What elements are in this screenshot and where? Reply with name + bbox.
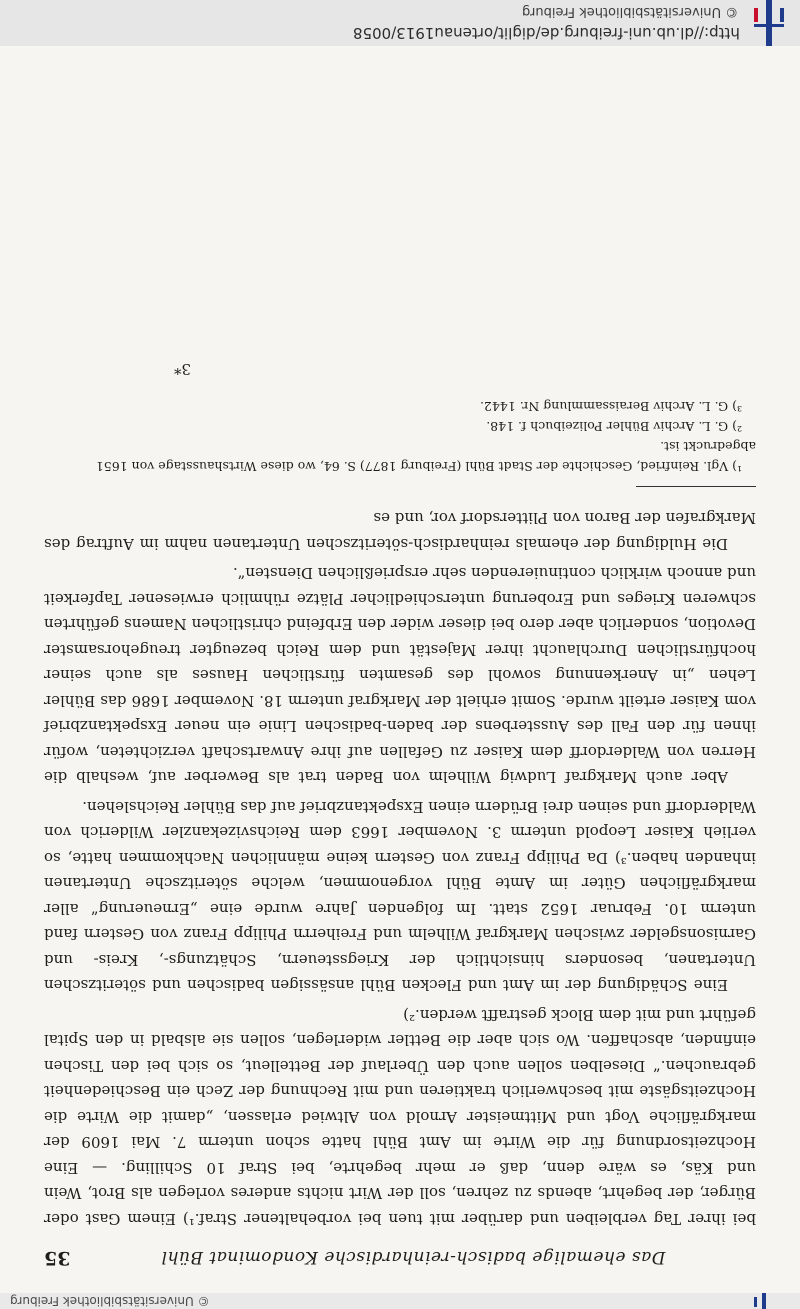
library-footer-strip (0, 1293, 800, 1309)
paragraph: Aber auch Markgraf Ludwig Wilhelm von Baden trat als Bewerber auf, weshalb die Herren von Walderdorff dem Kaiser zu Gefallen auf ihre Anwartschaft verzichteten, wofür ihnen für den Fall des Aussterbens der baden-badischen Linie ein neuer Exspektanzbrief vom Kaiser erteilt wurde. Somit erhielt der Markgraf unterm 18. November 1686 das Bühler Lehen „in Anerkennung sowohl des gesamten fürstlichen Hauses als auch seiner hochfürstlichen Durchlaucht ihrer Majestät und dem Reich bezeugter treugehorsamster Devotion, sonderlich aber dero bei dieser wider den Erbfeind christlichen Namens geführten schweren Krieges und Eroberung unterschiedlicher Plätze rühmlich erwiesener Tapferkeit und annoch wirklich continuierenden sehr ersprießlichen Diensten“. (44, 564, 756, 787)
copyright-notice-bottom: © Universitätsbibliothek Freiburg (10, 1294, 210, 1308)
copyright-notice-top: © Universitätsbibliothek Freiburg (521, 4, 738, 19)
paragraph: bei ihrer Tag verbleiben und darüber mit tuen bei vorbehaltener Straf.¹) Einem Gast oder Bürger, der begehrt, abends zu zehren, soll der Wirt nichts anderes vorlegen als Brot, Wein und Käs, es wäre denn, daß er mehr begehrte, bei Straf 10 Schilling. — Eine Hochzeitsordnung für die Wirte im Amt Bühl hatte schon unterm 7. Mai 1609 der markgräfliche Vogt und Mittmeister Arnold von Altwied erlassen, „damit die Wirte die Hochzeitsgäste mit beschwerlich traktieren und mit Rechnung der Zech ein Beschiedenheit gebrauchen.“ Dieselben sollen auch den Überlauf der Bettelleut, so sich bei den Tischen einfinden, abschaffen. Wo sich aber die Bettler widerlegen, sollen sie alsbald in den Spital geführt und mit dem Block gestrafft werden.²) (44, 1006, 756, 1228)
running-header (44, 1247, 756, 1269)
running-title: Das ehemalige badisch-reinhardische Kondominat Bühl (161, 1247, 666, 1267)
page-content-rotated (0, 46, 800, 1293)
footnote: ²) G. L. Archiv Bühler Polizeibuch f. 148. (486, 419, 742, 434)
library-header-strip (0, 0, 800, 46)
library-logo-icon (746, 0, 792, 46)
footnote: ¹) Vgl. Reinfried, Geschichte der Stadt Bühl (Freiburg 1877) S. 64, wo diese Wirtshausstage von 1651 abgedruckt ist. (95, 439, 756, 474)
signature-mark: 3* (174, 360, 192, 378)
paragraph: Eine Schädigung der im Amt und Flecken Bühl ansässigen badischen und söteritzschen Untertanen, besonders hinsichtlich der Kriegssteuern, Schätzungs-, Kreis- und Garnisonsgelder zwischen Markgraf Wilhelm und Freiherrn Philipp Franz von Gestern fand unterm 10. Februar 1652 statt. Im folgenden Jahre wurde eine „Erneuerung“ aller markgräflichen Güter im Amte Bühl vorgenommen, welche söteritzsche Untertanen inhanden haben.³) Da Philipp Franz von Gestern keine männlichen Nachkommen hatte, so verlieh Kaiser Leopold unterm 3. November 1663 dem Reichsvizekanzler Wilderich von Walderdorff und seinen drei Brüdern einen Exspektanzbrief auf das Bühler Reichslehen. (44, 798, 756, 995)
source-url[interactable]: http://dl.ub.uni-freiburg.de/diglit/ortenau1913/0058 (353, 24, 740, 42)
footnote: ³) G. L. Archiv Beraissammlung Nr. 1442. (479, 399, 742, 414)
page-number: 35 (44, 1247, 71, 1269)
footnote-divider (636, 486, 756, 487)
library-logo-small-icon (750, 1293, 778, 1309)
paragraph: Die Huldigung der ehemals reinhardisch-söteritzschen Untertanen nahm im Auftrag des Markgrafen der Baron von Plittersdorf vor, und es (44, 509, 756, 553)
